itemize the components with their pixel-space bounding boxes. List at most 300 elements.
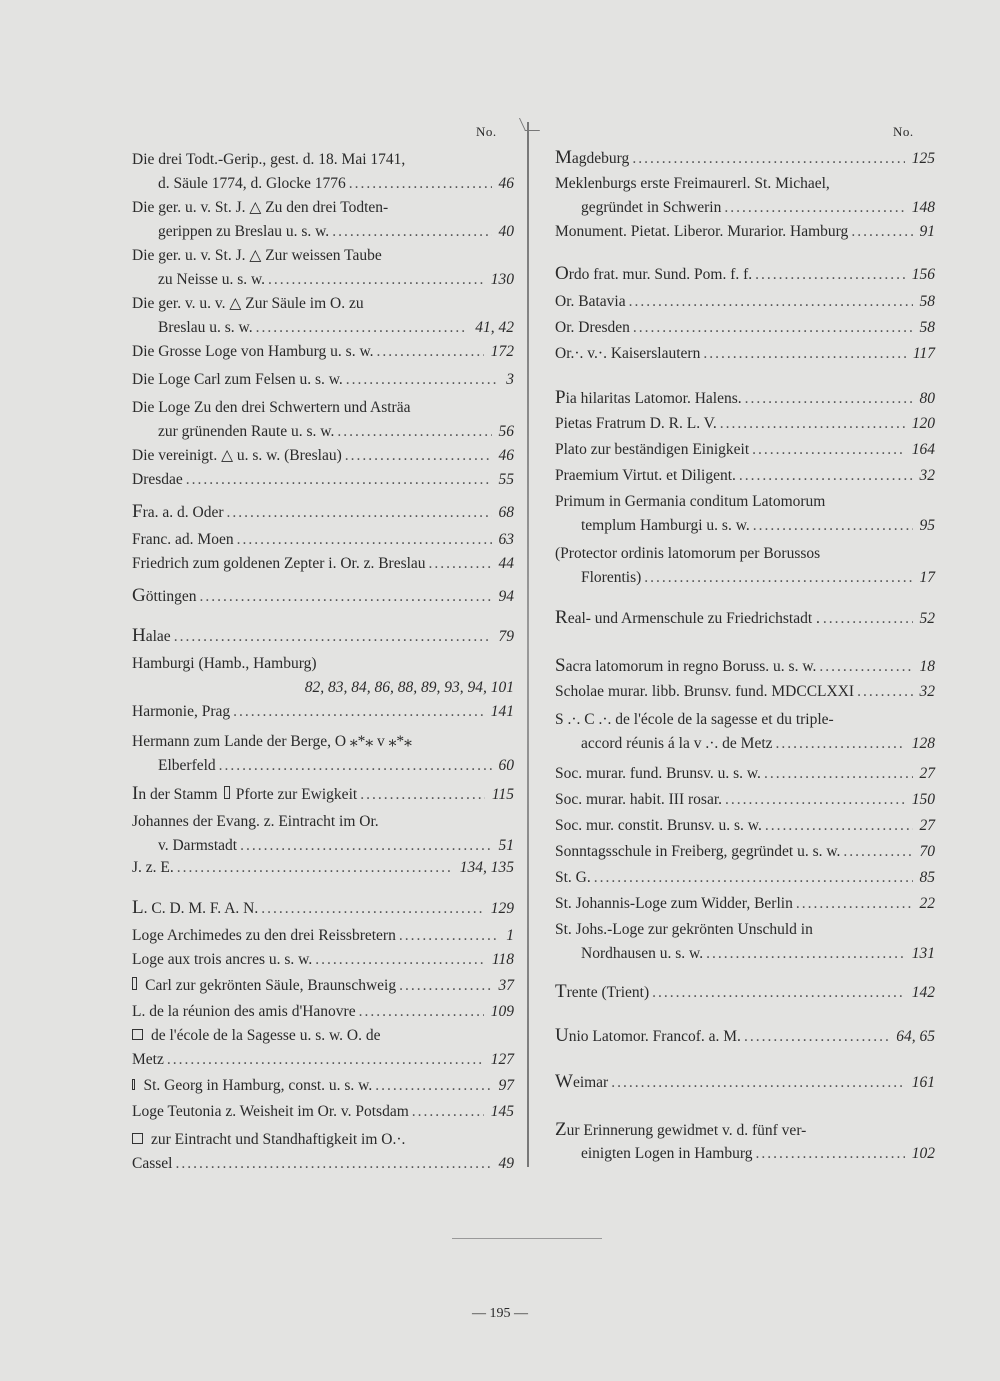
entry-line (132, 896, 514, 920)
entry-number: 1 (506, 927, 514, 944)
leader-dots (629, 290, 913, 314)
entry-line (555, 866, 935, 890)
leader-dots (219, 754, 492, 778)
entry-text: Scholae murar. libb. Brunsv. fund. MDCCLXXI (555, 683, 855, 700)
leader-dots (819, 655, 912, 679)
entry-text: Breslau u. s. w. (158, 319, 253, 336)
entry-line (132, 468, 514, 492)
entry-number: 49 (498, 1155, 514, 1172)
entry-number: 120 (911, 415, 935, 432)
entry-initial: R (555, 607, 568, 628)
entry-text: Die Loge Carl zum Felsen u. s. w. (132, 371, 343, 388)
entry-text: Franc. ad. Moen (132, 531, 234, 548)
entry-number: 46 (498, 447, 514, 464)
lodge-symbol-icon (224, 786, 230, 799)
entry-line (555, 566, 935, 590)
entry-line (555, 606, 935, 630)
leader-dots (360, 783, 485, 807)
index-entry (132, 1100, 514, 1124)
entry-text: zur Eintracht und Standhaftigkeit im O.·. (151, 1131, 406, 1148)
entry-text: ia hilaritas Latomor. Halens. (565, 390, 742, 407)
entry-line (132, 584, 514, 608)
entry-text: ra. a. d. Oder (142, 504, 224, 521)
leader-dots (237, 528, 492, 552)
entry-line (555, 892, 935, 916)
entry-line (132, 700, 514, 724)
entry-line (555, 918, 935, 942)
entry-text: Die ger. v. u. v. △ Zur Säule im O. zu (132, 295, 364, 312)
entry-text: Monument. Pietat. Liberor. Murarior. Hamburg (555, 223, 849, 240)
entry-text: St. Johs.-Loge zur gekrönten Unschuld in (555, 921, 813, 938)
entry-initial: I (132, 783, 139, 804)
index-entry (555, 840, 935, 864)
index-entry (132, 1024, 514, 1072)
index-entry (555, 342, 935, 366)
leader-dots (744, 1025, 889, 1049)
leader-dots (359, 1000, 484, 1024)
lodge-symbol-icon (132, 1029, 143, 1040)
entry-text: Or. Batavia (555, 293, 626, 310)
index-entry (555, 542, 935, 590)
leader-dots (240, 834, 491, 858)
entry-line (132, 1074, 514, 1098)
entry-line (132, 948, 514, 972)
entry-line (555, 172, 935, 196)
entry-number: 172 (490, 343, 514, 360)
leader-dots (200, 585, 492, 609)
entry-text: gerippen zu Breslau u. s. w. (158, 223, 330, 240)
entry-line (132, 148, 514, 172)
entry-line (555, 1024, 935, 1048)
entry-text: Die drei Todt.-Gerip., gest. d. 18. Mai 1741, (132, 151, 406, 168)
entry-text: eimar (572, 1074, 609, 1091)
entry-line (555, 732, 935, 756)
entry-number: 58 (919, 319, 935, 336)
entry-initial: S (555, 655, 566, 676)
leader-dots (703, 342, 906, 366)
index-entry (555, 866, 935, 890)
entry-number: 109 (490, 1003, 514, 1020)
index-entry (132, 730, 514, 778)
entry-line (555, 262, 935, 286)
index-entry (555, 290, 935, 314)
entry-initial: M (555, 147, 572, 168)
entry-text: alae (145, 628, 171, 645)
entry-text: Johannes der Evang. z. Eintracht im Or. (132, 813, 379, 830)
entry-line (132, 340, 514, 364)
entry-line (555, 762, 935, 786)
entry-number: 27 (919, 765, 935, 782)
index-entry (555, 1118, 935, 1166)
leader-dots (739, 464, 913, 488)
leader-dots (399, 974, 491, 998)
entry-text: . C. D. M. F. A. N. (143, 900, 259, 917)
leader-dots (644, 566, 912, 590)
leader-dots (315, 948, 485, 972)
index-entry (132, 552, 514, 576)
index-entry (555, 814, 935, 838)
entry-number: 51 (498, 837, 514, 854)
entry-number: 161 (911, 1074, 935, 1091)
entry-number: 125 (911, 150, 935, 167)
index-entry (132, 652, 514, 700)
entry-number: 64, 65 (896, 1028, 935, 1045)
leader-dots (345, 444, 492, 468)
entry-line (132, 624, 514, 648)
entry-line (555, 290, 935, 314)
entry-number: 17 (919, 569, 935, 586)
index-entry (555, 1024, 935, 1048)
entry-line (555, 438, 935, 462)
leader-dots (764, 762, 913, 786)
entry-line (132, 810, 514, 834)
entry-number: 52 (919, 610, 935, 627)
leader-dots (346, 368, 499, 392)
index-entry (132, 444, 514, 468)
entry-text: ur Erinnerung gewidmet v. d. fünf ver- (566, 1122, 807, 1139)
entry-text: Pforte zur Ewigkeit (235, 786, 358, 803)
index-entry (555, 762, 935, 786)
leader-dots (745, 387, 913, 411)
index-entry (555, 172, 935, 220)
entry-number: 58 (919, 293, 935, 310)
entry-number: 82, 83, 84, 86, 88, 89, 93, 94, 101 (304, 679, 514, 696)
index-entry (132, 292, 514, 340)
entry-line (132, 220, 514, 244)
entry-line (132, 172, 514, 196)
entry-text: Die ger. u. v. St. J. △ Zu den drei Todten- (132, 199, 389, 216)
entry-line (132, 444, 514, 468)
index-entry (132, 624, 514, 648)
entry-number: 130 (490, 271, 514, 288)
leader-dots (174, 625, 492, 649)
column-header-no: No. (893, 124, 914, 139)
entry-line (132, 316, 514, 340)
entry-text: (Protector ordinis latomorum per Borussos (555, 545, 821, 562)
index-entry (132, 974, 514, 998)
entry-line (132, 834, 514, 858)
entry-line (132, 730, 514, 754)
leader-dots (611, 1071, 905, 1095)
index-entry (555, 262, 935, 286)
entry-text: templum Hamburgi u. s. w. (581, 517, 750, 534)
entry-text: de l'école de la Sagesse u. s. w. O. de (151, 1027, 381, 1044)
entry-text: Praemium Virtut. et Diligent. (555, 467, 736, 484)
entry-text: rdo frat. mur. Sund. Pom. f. f. (568, 266, 753, 283)
entry-number: 55 (498, 471, 514, 488)
leader-dots (177, 856, 453, 880)
entry-initial: P (555, 387, 566, 408)
index-entry (132, 782, 514, 806)
entry-line (555, 386, 935, 410)
column-header-no: No. (476, 124, 497, 139)
lodge-symbol-icon (132, 1079, 135, 1090)
leader-dots (706, 942, 905, 966)
entry-text: gegründet in Schwerin (581, 199, 722, 216)
entry-number: 32 (919, 467, 935, 484)
entry-line (132, 1100, 514, 1124)
entry-text: acra latomorum in regno Boruss. u. s. w. (565, 658, 817, 675)
index-entry (132, 810, 514, 858)
entry-text: Carl zur gekrönten Säule, Braunschweig (145, 977, 397, 994)
leader-dots (843, 840, 912, 864)
entry-text: Soc. murar. habit. III rosar. (555, 791, 723, 808)
index-entry (555, 680, 935, 704)
entry-text: accord réunis á la v .·. de Metz (581, 735, 773, 752)
leader-dots (377, 340, 484, 364)
entry-line (555, 654, 935, 678)
entry-number: 95 (919, 517, 935, 534)
entry-text: Hermann zum Lande der Berge, O ⁎*⁎ v ⁎*⁎ (132, 733, 412, 750)
index-entry (555, 708, 935, 756)
leader-dots (233, 700, 484, 724)
entry-text: Die vereinigt. △ u. s. w. (Breslau) (132, 447, 342, 464)
leader-dots (337, 420, 491, 444)
entry-number: 80 (919, 390, 935, 407)
entry-text: Nordhausen u. s. w. (581, 945, 704, 962)
leader-dots (823, 607, 913, 631)
entry-text: Hamburgi (Hamb., Hamburg) (132, 655, 317, 672)
leader-dots (633, 316, 913, 340)
leader-dots (755, 263, 905, 287)
entry-number: 134, 135 (459, 859, 514, 876)
leader-dots (256, 316, 469, 340)
index-entry (132, 528, 514, 552)
entry-number: 115 (491, 786, 514, 803)
leader-dots (175, 1152, 491, 1176)
leader-dots (226, 501, 491, 525)
entry-text: Pietas Fratrum D. R. L. V. (555, 415, 717, 432)
entry-initial: T (555, 981, 567, 1002)
entry-text: Cassel (132, 1155, 173, 1172)
entry-text: d. Säule 1774, d. Glocke 1776 (158, 175, 346, 192)
leader-dots (349, 172, 492, 196)
entry-text: Dresdae (132, 471, 183, 488)
entry-line (555, 146, 935, 170)
index-entry (555, 606, 935, 630)
entry-line (132, 924, 514, 948)
entry-text: nio Latomor. Francof. a. M. (568, 1028, 741, 1045)
entry-line (555, 788, 935, 812)
entry-line (132, 782, 514, 806)
leader-dots (429, 552, 492, 576)
entry-text: St. Johannis-Loge zum Widder, Berlin (555, 895, 793, 912)
index-entry (132, 896, 514, 920)
leader-dots (755, 1142, 904, 1166)
entry-text: n der Stamm (138, 786, 218, 803)
entry-number: 97 (498, 1077, 514, 1094)
entry-number: 70 (919, 843, 935, 860)
index-entry (555, 464, 935, 488)
entry-number: 22 (919, 895, 935, 912)
entry-text: Primum in Germania conditum Latomorum (555, 493, 826, 510)
entry-text: v. Darmstadt (158, 837, 238, 854)
entry-initial: W (555, 1071, 573, 1092)
leader-dots (753, 514, 913, 538)
entry-number: 79 (498, 628, 514, 645)
entry-text: Friedrich zum goldenen Zepter i. Or. z. Breslau (132, 555, 426, 572)
leader-dots (724, 196, 904, 220)
entry-number: 60 (498, 757, 514, 774)
entry-number: 27 (919, 817, 935, 834)
entry-line (555, 220, 935, 244)
entry-line (555, 1142, 935, 1166)
index-entry (132, 948, 514, 972)
entry-line (132, 676, 514, 700)
entry-number: 129 (490, 900, 514, 917)
entry-number: 148 (911, 199, 935, 216)
index-entry (132, 468, 514, 492)
entry-text: Die Grosse Loge von Hamburg u. s. w. (132, 343, 374, 360)
entry-initial: G (132, 585, 146, 606)
entry-text: Or. Dresden (555, 319, 630, 336)
entry-number: 46 (498, 175, 514, 192)
entry-line (555, 708, 935, 732)
index-entry (132, 368, 514, 392)
index-entry (555, 146, 935, 170)
entry-number: 41, 42 (475, 319, 514, 336)
entry-number: 102 (911, 1145, 935, 1162)
leader-dots (857, 680, 912, 704)
entry-text: Sonntagsschule in Freiberg, gegründet u. s. w. (555, 843, 841, 860)
leader-dots (652, 981, 905, 1005)
leader-dots (594, 866, 913, 890)
entry-line (555, 464, 935, 488)
entry-initial: H (132, 625, 146, 646)
entry-line (555, 1118, 935, 1142)
entry-number: 127 (490, 1051, 514, 1068)
entry-number: 68 (498, 504, 514, 521)
index-entry (555, 1070, 935, 1094)
leader-dots (332, 220, 491, 244)
column-divider (527, 122, 529, 1167)
entry-line (132, 856, 514, 880)
leader-dots (632, 147, 904, 171)
entry-text: Soc. murar. fund. Brunsv. u. s. w. (555, 765, 761, 782)
index-entry (555, 412, 935, 436)
page-number: — 195 — (472, 1306, 528, 1321)
entry-line (132, 396, 514, 420)
footer-rule (452, 1238, 602, 1239)
entry-line (132, 528, 514, 552)
entry-line (132, 974, 514, 998)
entry-text: Florentis) (581, 569, 642, 586)
entry-line (555, 680, 935, 704)
index-entry (555, 980, 935, 1004)
leader-dots (268, 268, 484, 292)
index-entry (132, 924, 514, 948)
entry-text: Loge aux trois ancres u. s. w. (132, 951, 313, 968)
entry-number: 63 (498, 531, 514, 548)
entry-number: 150 (911, 791, 935, 808)
leader-dots (725, 788, 905, 812)
entry-number: 131 (911, 945, 935, 962)
entry-number: 3 (506, 371, 514, 388)
index-entry (555, 316, 935, 340)
lodge-symbol-icon (132, 1133, 143, 1144)
entry-text: eal- und Armenschule zu Friedrichstadt . (567, 610, 820, 627)
entry-number: 117 (912, 345, 935, 362)
entry-line (555, 342, 935, 366)
entry-text: Harmonie, Prag (132, 703, 231, 720)
index-entry (555, 438, 935, 462)
entry-line (555, 316, 935, 340)
index-entry (555, 490, 935, 538)
index-entry (132, 1128, 514, 1176)
entry-line (555, 980, 935, 1004)
entry-line (555, 490, 935, 514)
entry-number: 141 (490, 703, 514, 720)
entry-initial: L (132, 897, 144, 918)
entry-line (132, 1128, 514, 1152)
index-entry (555, 918, 935, 966)
entry-line (132, 1152, 514, 1176)
entry-line (132, 420, 514, 444)
entry-text: öttingen (145, 588, 197, 605)
index-entry (132, 340, 514, 364)
entry-number: 44 (498, 555, 514, 572)
entry-line (132, 1000, 514, 1024)
entry-line (132, 552, 514, 576)
entry-number: 18 (919, 658, 935, 675)
index-entry (132, 1000, 514, 1024)
index-entry (555, 220, 935, 244)
entry-text: Or.·. v.·. Kaiserslautern (555, 345, 701, 362)
entry-line (132, 244, 514, 268)
leader-dots (776, 732, 905, 756)
column-divider-top (519, 118, 540, 131)
entry-number: 32 (919, 683, 935, 700)
lodge-symbol-icon (132, 977, 137, 990)
entry-line (132, 754, 514, 778)
entry-text: L. de la réunion des amis d'Hanovre (132, 1003, 356, 1020)
index-entry (132, 1074, 514, 1098)
index-entry (555, 654, 935, 678)
entry-line (555, 942, 935, 966)
entry-number: 142 (911, 984, 935, 1001)
entry-line (555, 1070, 935, 1094)
entry-number: 145 (490, 1103, 514, 1120)
entry-text: S .·. C .·. de l'école de la sagesse et du triple- (555, 711, 834, 728)
entry-number: 164 (911, 441, 935, 458)
leader-dots (261, 897, 484, 921)
entry-line (132, 1024, 514, 1048)
entry-text: St. Georg in Hamburg, const. u. s. w. (143, 1077, 373, 1094)
leader-dots (399, 924, 499, 948)
entry-line (132, 500, 514, 524)
entry-initial: O (555, 263, 569, 284)
index-entry (132, 396, 514, 444)
entry-text: zu Neisse u. s. w. (158, 271, 266, 288)
leader-dots (167, 1048, 484, 1072)
entry-text: J. z. E. (132, 859, 174, 876)
entry-text: Elberfeld (158, 757, 216, 774)
entry-text: Metz (132, 1051, 164, 1068)
entry-number: 128 (911, 735, 935, 752)
entry-text: Die Loge Zu den drei Schwertern und Asträa (132, 399, 411, 416)
entry-line (132, 292, 514, 316)
entry-line (555, 514, 935, 538)
entry-number: 56 (498, 423, 514, 440)
index-entry (555, 386, 935, 410)
entry-text: einigten Logen in Hamburg (581, 1145, 753, 1162)
entry-text: rente (Trient) (566, 984, 650, 1001)
entry-line (555, 814, 935, 838)
entry-initial: U (555, 1025, 569, 1046)
entry-line (132, 196, 514, 220)
entry-number: 94 (498, 588, 514, 605)
index-entry (132, 500, 514, 524)
